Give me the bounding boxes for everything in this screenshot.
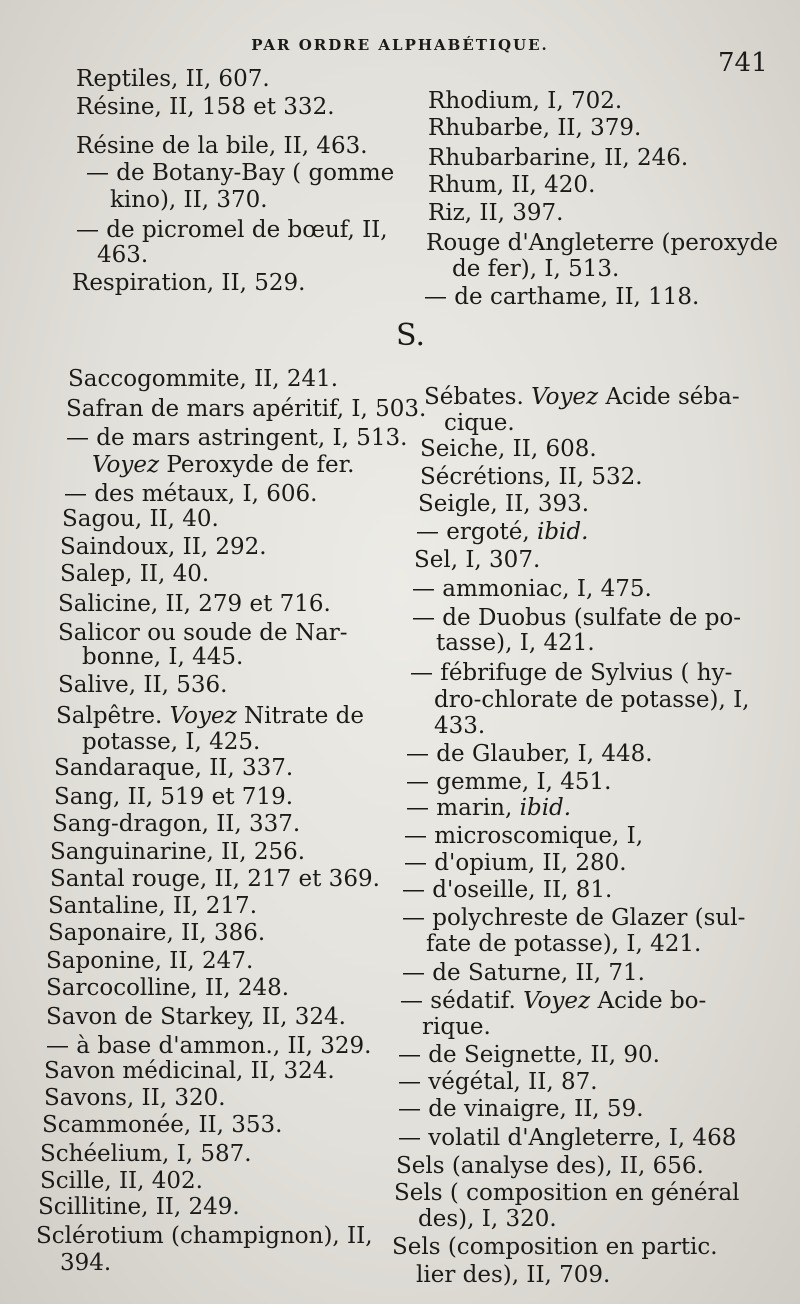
index-entry: Savon de Starkey, II, 324. <box>46 1004 346 1030</box>
see-reference: Peroxyde de fer. <box>166 452 355 478</box>
subentry: — marin, <box>406 795 513 821</box>
index-entry: Savons, II, 320. <box>44 1085 226 1111</box>
index-entry: Scillitine, II, 249. <box>38 1194 240 1220</box>
voyez-italic: Voyez <box>531 384 599 410</box>
index-entry: Seiche, II, 608. <box>420 436 597 462</box>
index-entry <box>92 452 354 478</box>
page-number: 741 <box>718 48 768 78</box>
index-entry: Savon médicinal, II, 324. <box>44 1058 335 1084</box>
index-entry: 394. <box>60 1250 112 1276</box>
index-entry: Riz, II, 397. <box>428 200 564 226</box>
index-entry: — des métaux, I, 606. <box>64 481 318 507</box>
index-entry: Sang-dragon, II, 337. <box>52 811 301 837</box>
index-entry: Sclérotium (champignon), II, <box>36 1223 373 1249</box>
index-entry: Sang, II, 519 et 719. <box>54 784 294 810</box>
index-entry: Safran de mars apéritif, I, 503. <box>66 396 427 422</box>
index-entry: Rhubarbarine, II, 246. <box>428 145 689 171</box>
see-reference: Acide bo- <box>597 988 707 1014</box>
index-entry: bonne, I, 445. <box>82 644 244 670</box>
index-entry: Respiration, II, 529. <box>72 270 306 296</box>
index-entry: Seigle, II, 393. <box>418 491 590 517</box>
index-entry <box>416 519 588 545</box>
index-entry: 463. <box>97 242 149 268</box>
section-letter: S. <box>396 318 426 353</box>
index-entry: — gemme, I, 451. <box>406 769 612 795</box>
index-entry: Scammonée, II, 353. <box>42 1112 283 1138</box>
index-entry: — de Glauber, I, 448. <box>406 741 653 767</box>
index-entry: Sarcocolline, II, 248. <box>46 975 290 1001</box>
ibid-italic: ibid. <box>536 519 589 545</box>
subentry: — sédatif. <box>400 988 516 1014</box>
index-entry: — fébrifuge de Sylvius ( hy- <box>410 660 733 686</box>
see-reference: Acide séba- <box>605 384 740 410</box>
index-entry: Rhubarbe, II, 379. <box>428 115 642 141</box>
index-entry: Sel, I, 307. <box>414 547 541 573</box>
index-entry: Sels (analyse des), II, 656. <box>396 1153 704 1179</box>
index-entry: dro-chlorate de potasse), I, <box>434 687 750 713</box>
index-entry: Rhum, II, 420. <box>428 172 596 198</box>
index-entry: — ammoniac, I, 475. <box>412 576 652 602</box>
index-entry: kino), II, 370. <box>110 187 268 213</box>
index-entry: — de Saturne, II, 71. <box>402 960 645 986</box>
index-entry: Salicor ou soude de Nar- <box>58 620 348 646</box>
index-entry: Résine, II, 158 et 332. <box>76 94 335 120</box>
index-entry: Résine de la bile, II, 463. <box>76 133 368 159</box>
index-entry: Sels (composition en partic. <box>392 1234 718 1260</box>
index-entry <box>424 384 740 410</box>
index-entry <box>56 703 364 729</box>
subentry: — ergoté, <box>416 519 530 545</box>
index-entry: rique. <box>422 1014 491 1040</box>
index-entry: Schéelium, I, 587. <box>40 1141 252 1167</box>
index-entry <box>406 795 571 821</box>
index-entry: Saponine, II, 247. <box>46 948 254 974</box>
index-entry: Sandaraque, II, 337. <box>54 755 294 781</box>
index-entry: — végétal, II, 87. <box>398 1069 598 1095</box>
voyez-italic: Voyez <box>169 703 237 729</box>
see-reference: Nitrate de <box>244 703 364 729</box>
headword: Sébates. <box>424 384 524 410</box>
index-entry: Sécrétions, II, 532. <box>420 464 643 490</box>
index-entry: Sanguinarine, II, 256. <box>50 839 306 865</box>
voyez-italic: Voyez <box>523 988 591 1014</box>
index-entry: Santal rouge, II, 217 et 369. <box>50 866 380 892</box>
index-entry: Saponaire, II, 386. <box>48 920 266 946</box>
index-entry: — polychreste de Glazer (sul- <box>402 905 746 931</box>
index-entry: Saindoux, II, 292. <box>60 534 267 560</box>
index-entry: — de picromel de bœuf, II, <box>76 217 388 243</box>
headword: Salpêtre. <box>56 703 163 729</box>
index-entry: — d'opium, II, 280. <box>404 850 627 876</box>
index-entry: Salive, II, 536. <box>58 672 228 698</box>
index-entry: — volatil d'Angleterre, I, 468 <box>398 1125 737 1151</box>
voyez-italic: Voyez <box>92 452 160 478</box>
index-entry: Rhodium, I, 702. <box>428 88 623 114</box>
index-entry: Reptiles, II, 607. <box>76 66 270 92</box>
index-entry: — de Seignette, II, 90. <box>398 1042 660 1068</box>
index-entry: Saccogommite, II, 241. <box>68 366 339 392</box>
index-entry: — de vinaigre, II, 59. <box>398 1096 644 1122</box>
index-entry: — de Duobus (sulfate de po- <box>412 605 742 631</box>
index-entry <box>400 988 706 1014</box>
index-entry: Scille, II, 402. <box>40 1168 203 1194</box>
index-entry: de fer), I, 513. <box>452 256 620 282</box>
index-entry: cique. <box>444 410 515 436</box>
index-entry: Salep, II, 40. <box>60 561 210 587</box>
index-entry: Sels ( composition en général <box>394 1180 740 1206</box>
ibid-italic: ibid. <box>519 795 572 821</box>
index-entry: Sagou, II, 40. <box>62 506 219 532</box>
index-entry: potasse, I, 425. <box>82 729 261 755</box>
index-entry: fate de potasse), I, 421. <box>426 931 702 957</box>
index-entry: des), I, 320. <box>418 1206 557 1232</box>
index-entry: — d'oseille, II, 81. <box>402 877 613 903</box>
index-entry: — à base d'ammon., II, 329. <box>46 1033 372 1059</box>
index-entry: — de Botany-Bay ( gomme <box>86 160 395 186</box>
index-entry: Santaline, II, 217. <box>48 893 257 919</box>
index-entry: tasse), I, 421. <box>436 630 595 656</box>
running-title: PAR ORDRE ALPHABÉTIQUE. <box>251 36 549 54</box>
index-entry: — de carthame, II, 118. <box>424 284 700 310</box>
index-entry: Salicine, II, 279 et 716. <box>58 591 331 617</box>
index-entry: 433. <box>434 713 486 739</box>
index-entry: lier des), II, 709. <box>416 1262 611 1288</box>
index-entry: Rouge d'Angleterre (peroxyde <box>426 230 778 256</box>
index-entry: — de mars astringent, I, 513. <box>66 425 408 451</box>
index-entry: — microscomique, I, <box>404 823 644 849</box>
